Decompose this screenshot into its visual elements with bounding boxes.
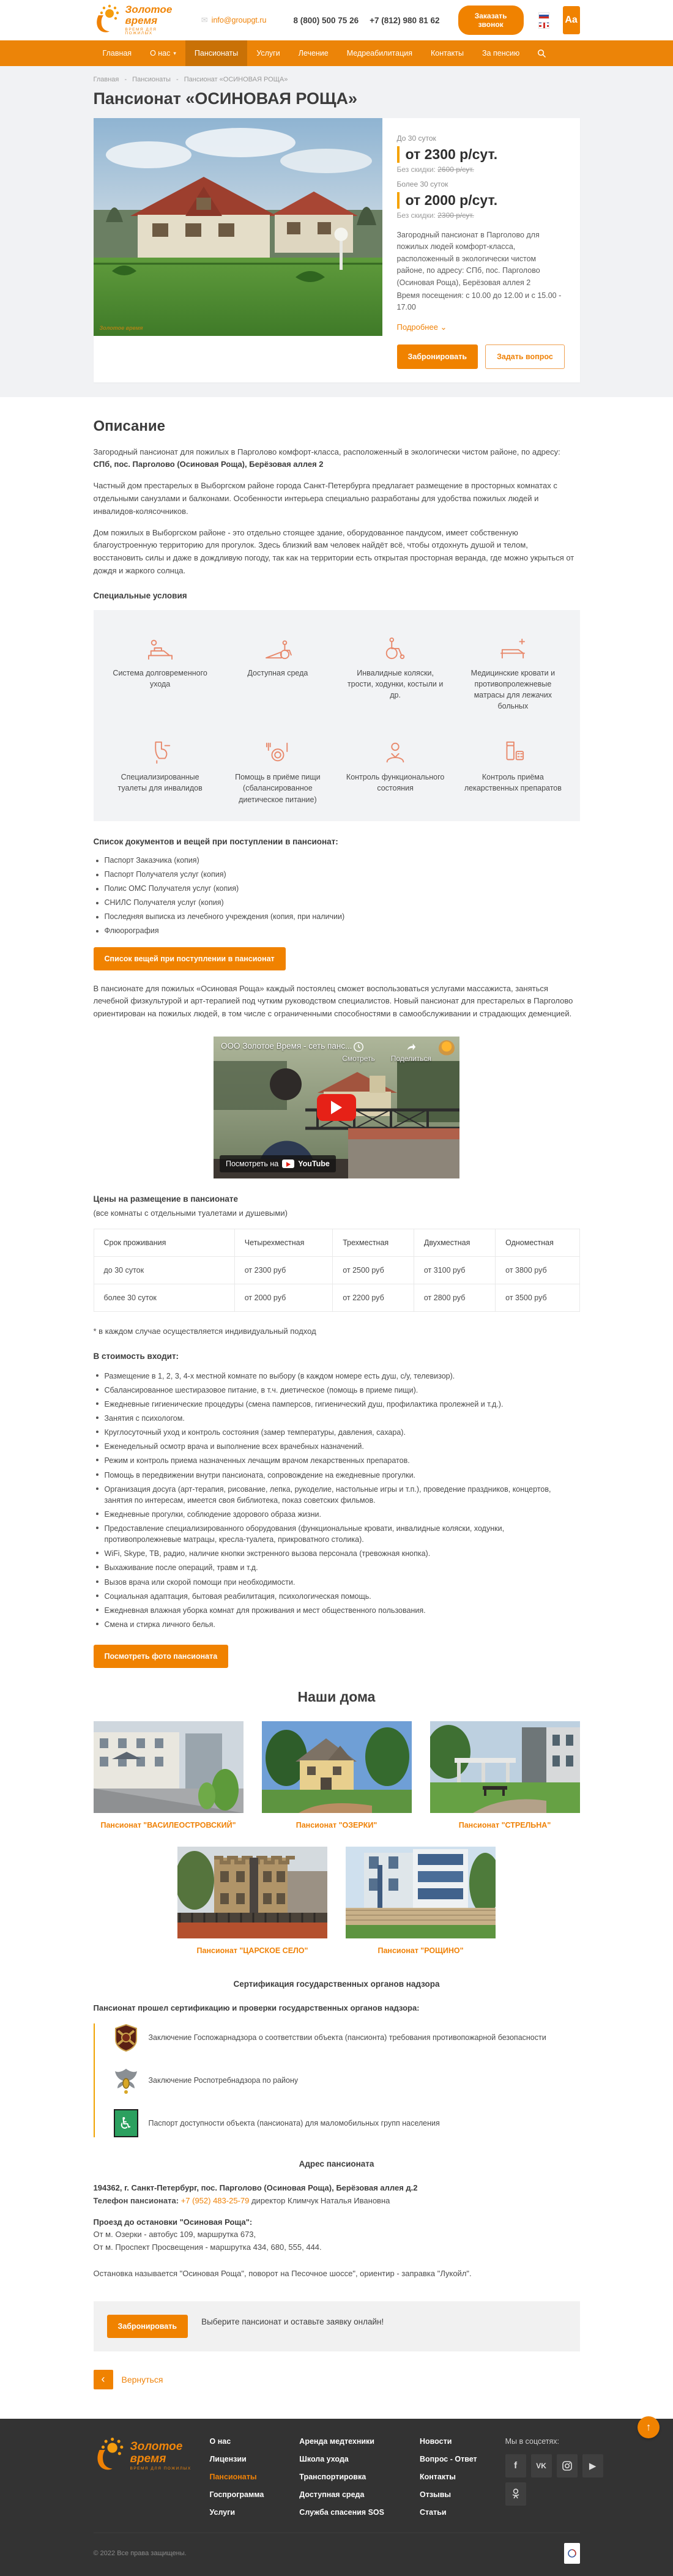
chevron-down-icon: ▾ xyxy=(173,50,176,56)
wheelchair-icon xyxy=(343,628,447,660)
list-item: Занятия с психологом. xyxy=(96,1413,580,1424)
nav-item-about[interactable]: О нас ▾ xyxy=(150,49,176,58)
envelope-icon: ✉ xyxy=(201,15,208,24)
feature-accessible-environment: Доступная среда xyxy=(226,628,330,712)
nav-item-home[interactable]: Главная xyxy=(102,49,132,58)
footer-link-transport[interactable]: Транспортировка xyxy=(299,2472,366,2481)
feature-medication-control: Контроль приёма лекарственных препаратов xyxy=(461,732,565,805)
house-card-ozerki[interactable] xyxy=(262,1721,412,1830)
list-item: Последняя выписка из лечебного учреждения (копия, при наличии) xyxy=(96,912,580,921)
list-item: Режим и контроль приема назначенных лечащим врачом лекарственных препаратов. xyxy=(96,1455,580,1466)
house-caption[interactable]: Пансионат "РОЩИНО" xyxy=(377,1946,464,1956)
table-header: Двухместная xyxy=(414,1229,495,1256)
feature-care-system: Система долговременного ухода xyxy=(108,628,212,712)
table-cell: от 3800 руб xyxy=(496,1256,579,1284)
list-item: Флюорография xyxy=(96,926,580,935)
footer-link-licenses[interactable]: Лицензии xyxy=(209,2454,247,2463)
medical-bed-icon xyxy=(461,628,565,660)
feature-wheelchairs: Инвалидные коляски, трости, ходунки, костыли и др. xyxy=(343,628,447,712)
nav-item-contacts[interactable]: Контакты xyxy=(431,49,464,58)
table-header: Одноместная xyxy=(496,1229,579,1256)
russian-flag-icon[interactable] xyxy=(538,12,549,19)
prices-subtitle: (все комнаты с отдельными туалетами и душевыми) xyxy=(93,1208,288,1218)
list-item: Ежедневная влажная уборка комнат для проживания и мест общественного пользования. xyxy=(96,1605,580,1616)
house-card-tsarskoe-selo[interactable] xyxy=(177,1847,327,1955)
table-header: Трехместная xyxy=(333,1229,414,1256)
social-title: Мы в соцсетях: xyxy=(505,2436,559,2446)
share-button[interactable]: Поделиться xyxy=(391,1041,431,1063)
address-line: 194362, г. Санкт-Петербург, пос. Парголово (Осиновая Роща), Берёзовая аллея д.2 xyxy=(93,2183,418,2193)
offer-card xyxy=(94,118,580,382)
breadcrumb: Главная - Пансионаты - Пансионат «ОСИНОВАЯ РОЩА» xyxy=(93,76,288,83)
fire-inspection-emblem-icon xyxy=(112,2023,140,2052)
feature-condition-monitoring: Контроль функционального состояния xyxy=(343,732,447,805)
page-title: Пансионат «ОСИНОВАЯ РОЩА» xyxy=(93,89,358,108)
breadcrumb-section[interactable]: Пансионаты xyxy=(132,76,171,83)
route-line: От м. Проспект Просвещения - маршрутка 434, 680, 555, 444. xyxy=(93,2243,322,2252)
list-item: Выхаживание после операций, травм и т.д. xyxy=(96,1562,580,1573)
old-price-2: Без скидки: 2300 р/сут. xyxy=(396,211,474,220)
certification-list xyxy=(94,2023,580,2137)
list-item: Вызов врача или скорой помощи при необходимости. xyxy=(96,1577,580,1588)
cert-item-fire: Заключение Госпожарнадзора о соответствии объекта (пансионта) требования противопожарной безопасности xyxy=(112,2023,580,2052)
house-caption[interactable]: Пансионат "ОЗЕРКИ" xyxy=(296,1821,377,1830)
video-title[interactable]: ООО Золотое Время - сеть панс... xyxy=(221,1041,352,1051)
features-title: Специальные условия xyxy=(93,590,187,600)
list-item: Ежедневные гигиенические процедуры (смена памперсов, гигиенический душ, профилактика пролежней и т.д.). xyxy=(96,1399,580,1410)
accessible-environment-icon xyxy=(226,628,330,660)
site-logo[interactable] xyxy=(94,4,177,37)
footer-link-pansionaty[interactable]: Пансионаты xyxy=(209,2472,257,2481)
youtube-icon xyxy=(282,1160,294,1168)
house-card-roschino[interactable] xyxy=(346,1847,496,1955)
nav-item-treatment[interactable]: Лечение xyxy=(298,49,329,58)
list-item: Предоставление специализированного оборудования (функциональные кровати, инвалидные коляски, ходунки, противопролежневые матрацы, кресла-туалета, прикроватного столика). xyxy=(96,1523,580,1545)
table-cell: от 3500 руб xyxy=(496,1284,579,1311)
copyright: © 2022 Все права защищены. xyxy=(93,2549,187,2557)
price-2: от 2000 р/сут. xyxy=(397,192,565,209)
certification-subtitle: Пансионат прошел сертификацию и проверки государственных органов надзора: xyxy=(93,2003,420,2013)
included-title: В стоимость входит: xyxy=(93,1351,179,1361)
list-item: Помощь в передвижении внутри пансионата, сопровождение на ежедневные прогулки. xyxy=(96,1470,580,1481)
list-item: СНИЛС Получателя услуг (копия) xyxy=(96,898,580,907)
meal-assistance-icon xyxy=(226,732,330,764)
house-caption[interactable]: Пансионат "СТРЕЛЬНА" xyxy=(458,1821,551,1830)
font-size-toggle-button[interactable]: Aa xyxy=(563,6,580,34)
description-title: Описание xyxy=(93,417,166,434)
pansionat-photo[interactable] xyxy=(94,118,382,336)
chevron-down-icon: ⌄ xyxy=(440,322,447,332)
footer-link-services[interactable]: Услуги xyxy=(209,2507,236,2517)
price-period-1: До 30 суток xyxy=(396,134,436,143)
table-row xyxy=(94,1284,579,1311)
list-item: Ежедневные прогулки, соблюдение здорового образа жизни. xyxy=(96,1509,580,1520)
price-table xyxy=(94,1229,580,1312)
description-paragraph-3: Дом пожилых в Выборгском районе - это отдельно стоящее здание, оборудованное пандусом, имеет собственную благоустроенную территорию для прогулок. Здесь близкий вам человек найдёт всё, чтобы отдохнуть душой и телом, восстановить силы и даже в дождливую погоду, так как на территории есть открытая просторная веранда, где можно укрыться от дождя и жаркого солнца. xyxy=(93,527,574,575)
documents-title: Список документов и вещей при поступлении в пансионат: xyxy=(93,836,338,846)
pansionat-phone-line: Телефон пансионата: +7 (952) 483-25-79 директор Климчук Наталья Ивановна xyxy=(93,2195,390,2205)
sun-hand-logo-icon xyxy=(94,2437,125,2474)
footer-link-sos[interactable]: Служба спасения SOS xyxy=(299,2507,384,2517)
view-photos-button[interactable]: Посмотреть фото пансионата xyxy=(94,1645,229,1668)
watch-later-button[interactable]: Смотреть xyxy=(342,1041,375,1063)
table-cell: до 30 суток xyxy=(94,1256,234,1284)
table-cell: более 30 суток xyxy=(94,1284,234,1311)
sun-hand-logo-icon xyxy=(94,4,121,37)
arrow-up-icon: ↑ xyxy=(645,2421,652,2433)
table-cell: от 2300 руб xyxy=(234,1256,332,1284)
more-link[interactable]: Подробнее ⌄ xyxy=(396,322,447,332)
youtube-icon[interactable]: ▶ xyxy=(582,2454,603,2477)
search-icon[interactable] xyxy=(529,40,555,66)
price-note: * в каждом случае осуществляется индивидуальный подход xyxy=(93,1326,316,1336)
footer xyxy=(0,2419,673,2576)
list-item: Паспорт Заказчика (копия) xyxy=(96,856,580,865)
condition-monitoring-icon xyxy=(343,732,447,764)
intro-note: В пансионате для пожилых «Осиновая Роща» каждый постоялец сможет воспользоваться услугами массажиста, заняться лечебной физкультурой и арт-терапией под чутким руководством специалистов. Новый пансионат для престарелых в Парголово ориентирован на пожилых людей, в том числе с ограниченными способностями в самообслуживании и страдающих деменцией. xyxy=(93,983,573,1019)
landmark-line: Остановка называется "Осиновая Роща", поворот на Песочное шоссе", ориентир - заправка "Лукойл". xyxy=(93,2269,472,2279)
hero-section xyxy=(0,66,673,397)
offer-description: Загородный пансионат в Парголово для пожилых людей комфорт-класса, расположенный в экологически чистом районе, по адресу: СПб, пос. Парголово (Осиновая Роща), Берёзовая аллея 2 xyxy=(396,231,540,287)
list-item: Сбалансированное шестиразовое питание, в т.ч. диетическое (помощь в приеме пищи). xyxy=(96,1385,580,1396)
list-item: Полис ОМС Получателя услуг (копия) xyxy=(96,884,580,893)
list-item: Социальная адаптация, бытовая реабилитация, психологическая помощь. xyxy=(96,1591,580,1602)
list-item: Еженедельный осмотр врача и выполнение всех врачебных назначений. xyxy=(96,1441,580,1452)
instagram-icon[interactable] xyxy=(557,2454,578,2477)
brand-tagline: ВРЕМЯ ДЛЯ ПОЖИЛЫХ xyxy=(125,27,157,36)
nav-item-pension[interactable]: За пенсию xyxy=(482,49,520,58)
scroll-to-top-button[interactable] xyxy=(638,2416,660,2438)
footer-column-1 xyxy=(210,2437,264,2517)
cert-item-accessibility: ♿ Паспорт доступности объекта (пансионата) для маломобильных групп населения xyxy=(112,2109,580,2137)
feature-meal-assistance: Помощь в приёме пищи (сбалансированное диетическое питание) xyxy=(226,732,330,805)
house-photo xyxy=(262,1721,412,1813)
price-1: от 2300 р/сут. xyxy=(397,146,565,163)
footer-link-reviews[interactable]: Отзывы xyxy=(419,2490,452,2499)
ask-question-button[interactable]: Задать вопрос xyxy=(485,344,565,369)
booking-cta-box xyxy=(94,2301,580,2351)
phone-link-2[interactable]: +7 (812) 980 81 62 xyxy=(370,15,440,25)
breadcrumb-current: Пансионат «ОСИНОВАЯ РОЩА» xyxy=(184,76,288,83)
table-cell: от 2500 руб xyxy=(333,1256,414,1284)
nav-item-pansionaty[interactable]: Пансионаты xyxy=(185,40,247,66)
footer-link-articles[interactable]: Статьи xyxy=(419,2507,447,2517)
address-title: Адрес пансионата xyxy=(299,2159,374,2169)
footer-link-medequip-rent[interactable]: Аренда медтехники xyxy=(299,2436,374,2446)
footer-link-care-school[interactable]: Школа ухода xyxy=(299,2454,349,2463)
brand-name: Золотое время xyxy=(125,4,173,26)
footer-link-news[interactable]: Новости xyxy=(419,2436,452,2446)
top-header xyxy=(0,0,673,40)
old-price-1: Без скидки: 2600 р/сут. xyxy=(396,165,474,174)
list-item: WiFi, Skype, ТВ, радио, наличие кнопки экстренного вызова персонала (тревожная кнопка). xyxy=(96,1548,580,1559)
price-period-2: Более 30 суток xyxy=(396,180,448,188)
route-title: Проезд до остановки "Осиновая Роща": xyxy=(93,2217,253,2227)
facebook-icon[interactable]: f xyxy=(505,2454,526,2477)
footer-logo[interactable] xyxy=(94,2437,210,2474)
table-cell: от 2200 руб xyxy=(333,1284,414,1311)
nav-item-medrehab[interactable]: Медреабилитация xyxy=(346,49,412,58)
house-photo xyxy=(94,1721,244,1813)
footer-link-faq[interactable]: Вопрос - Ответ xyxy=(419,2454,477,2463)
care-bed-icon xyxy=(108,628,212,660)
clock-icon xyxy=(353,1041,364,1052)
rating-badge-icon[interactable] xyxy=(564,2543,580,2564)
cta-book-button[interactable]: Забронировать xyxy=(107,2315,188,2338)
table-cell: от 2000 руб xyxy=(234,1284,332,1311)
header-email-link[interactable] xyxy=(201,15,267,25)
footer-link-about[interactable]: О нас xyxy=(209,2436,231,2446)
house-photo xyxy=(346,1847,496,1938)
list-item: Размещение в 1, 2, 3, 4-х местной комнате по выбору (в каждом номере есть душ, с/у, телевизор). xyxy=(96,1371,580,1382)
included-list xyxy=(96,1371,580,1630)
medication-control-icon xyxy=(461,732,565,764)
house-card-vasileostrovsky[interactable] xyxy=(94,1721,244,1830)
things-list-button[interactable]: Список вещей при поступлении в пансионат xyxy=(94,947,286,970)
cert-item-rospotrebnadzor: Заключение Роспотребнадзора по району xyxy=(112,2066,580,2094)
documents-list xyxy=(96,856,580,935)
brand-name: Золотое время xyxy=(130,2440,183,2465)
pansionat-phone-link[interactable]: +7 (952) 483-25-79 xyxy=(180,2195,250,2205)
certification-title: Сертификация государственных органов надзора xyxy=(233,1979,440,1989)
footer-column-2 xyxy=(299,2437,384,2517)
brand-tagline: ВРЕМЯ ДЛЯ ПОЖИЛЫХ xyxy=(130,2466,191,2471)
phone-link-1[interactable]: 8 (800) 500 75 26 xyxy=(293,15,359,25)
watch-on-youtube-button[interactable]: Посмотреть на YouTube xyxy=(220,1155,336,1172)
email-text: info@groupgt.ru xyxy=(211,16,267,24)
channel-logo-icon[interactable] xyxy=(439,1040,455,1056)
prices-title: Цены на размещение в пансионате xyxy=(93,1194,238,1204)
main-navigation xyxy=(0,40,673,66)
list-item: Круглосуточный уход и контроль состояния (замер температуры, давления, сахара). xyxy=(96,1427,580,1438)
house-photo xyxy=(177,1847,327,1938)
back-arrow-icon[interactable]: ‹ xyxy=(94,2370,113,2389)
order-call-button[interactable]: Заказать звонок xyxy=(458,6,524,35)
description-paragraph-2: Частный дом престарелых в Выборгском районе города Санкт-Петербурга предлагает размещение в просторных комнатах с отдельными санузлами и балконами. Особенности интерьера специально разработаны для удобства пожилых людей и инвалидов-колясочников. xyxy=(93,481,557,516)
list-item: Организация досуга (арт-терапия, рисование, лепка, рукоделие, настольные игры и т.п.), проведение праздников, концертов, занятия по интересам, имеется своя библиотека, показ советских фильмов. xyxy=(96,1484,580,1506)
footer-link-gosprogramma[interactable]: Госпрограмма xyxy=(209,2490,264,2499)
share-icon xyxy=(406,1041,417,1052)
house-card-strelna[interactable] xyxy=(430,1721,580,1830)
feature-medical-beds: Медицинские кровати и противопролежневые матрасы для лежачих больных xyxy=(461,628,565,712)
list-item: Смена и стирка личного белья. xyxy=(96,1619,580,1630)
uk-flag-icon[interactable] xyxy=(538,22,549,29)
disabled-toilet-icon xyxy=(108,732,212,764)
house-caption[interactable]: Пансионат "ВАСИЛЕОСТРОВСКИЙ" xyxy=(100,1821,236,1830)
visit-time: Время посещения: с 10.00 до 12.00 и с 15.00 - 17.00 xyxy=(396,291,562,312)
description-paragraph-1: Загородный пансионат для пожилых в Парголово комфорт-класса, расположенный в экологически чистом районе, по адресу: СПб, пос. Парголово (Осиновая Роща), Берёзовая аллея 2 xyxy=(93,447,560,469)
breadcrumb-home[interactable]: Главная xyxy=(93,76,119,83)
vk-icon[interactable]: VK xyxy=(531,2454,552,2477)
special-conditions-grid xyxy=(94,610,580,821)
youtube-video-embed[interactable] xyxy=(214,1037,459,1178)
table-header: Срок проживания xyxy=(94,1229,234,1256)
cta-text: Выберите пансионат и оставьте заявку онлайн! xyxy=(201,2317,384,2326)
rospotrebnadzor-emblem-icon xyxy=(112,2066,140,2094)
our-houses-title: Наши дома xyxy=(297,1689,376,1705)
book-button[interactable]: Забронировать xyxy=(397,344,478,369)
route-line: От м. Озерки - автобус 109, маршрутка 673, xyxy=(93,2230,256,2239)
back-navigation xyxy=(94,2370,580,2389)
footer-link-accessible-env[interactable]: Доступная среда xyxy=(299,2490,365,2499)
list-item: Паспорт Получателя услуг (копия) xyxy=(96,870,580,879)
footer-link-contacts[interactable]: Контакты xyxy=(419,2472,456,2481)
house-caption[interactable]: Пансионат "ЦАРСКОЕ СЕЛО" xyxy=(196,1946,308,1956)
play-button[interactable] xyxy=(317,1094,356,1121)
feature-disabled-toilets: Специализированные туалеты для инвалидов xyxy=(108,732,212,805)
table-cell: от 3100 руб xyxy=(414,1256,495,1284)
table-row xyxy=(94,1256,579,1284)
house-photo xyxy=(430,1721,580,1813)
back-link[interactable]: Вернуться xyxy=(121,2374,163,2384)
footer-column-3 xyxy=(420,2437,477,2517)
table-cell: от 2800 руб xyxy=(414,1284,495,1311)
accessibility-sign-icon: ♿ xyxy=(112,2109,140,2137)
photo-watermark: Золотое время xyxy=(99,325,143,331)
odnoklassniki-icon[interactable] xyxy=(505,2482,526,2506)
table-header: Четырехместная xyxy=(234,1229,332,1256)
nav-item-services[interactable]: Услуги xyxy=(256,49,280,58)
